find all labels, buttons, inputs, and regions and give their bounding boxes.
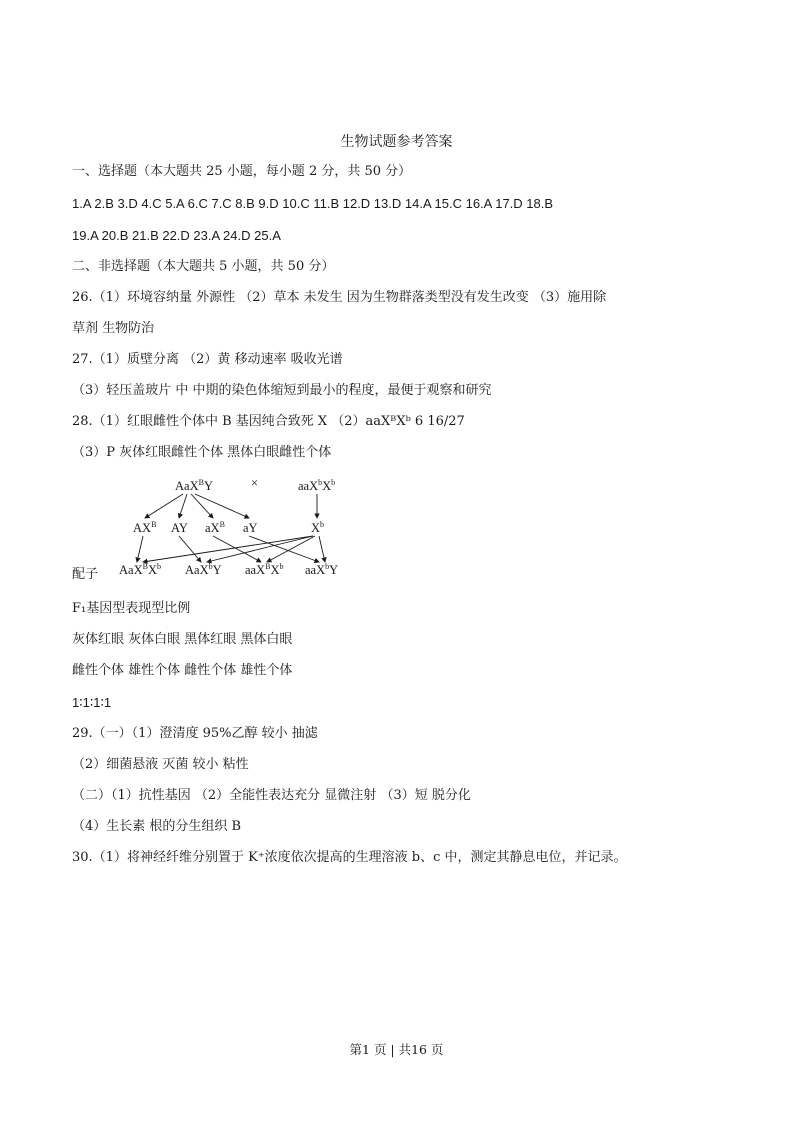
genetic-cross-diagram: [115, 474, 355, 584]
answers-row-2: 19.A 20.B 21.B 22.D 23.A 24.D 25.A: [72, 228, 281, 243]
offspring-1: $AaX^BX^b$: [119, 562, 161, 577]
parent-1-genotype: AaX$^B$Y: [175, 478, 213, 493]
page-title: 生物试题参考答案: [340, 134, 453, 150]
q29-line-4: （4）生长素 根的分生组织 B: [72, 819, 242, 834]
section1-heading: 一、选择题（本大题共 25 小题，每小题 2 分，共 50 分）: [72, 164, 412, 179]
q29-line-1: 29.（一）（1）澄清度 95%乙醇 较小 抽滤: [72, 726, 318, 741]
offspring-4: aaX$^b$Y: [305, 562, 339, 577]
answers-row-1: 1.A 2.B 3.D 4.C 5.A 6.C 7.C 8.B 9.D 10.C 11.B 12.D 13.D 14.A 15.C 16.A 17.D 18.B: [72, 196, 554, 211]
phenotypes-row-2: 雌性个体 雄性个体 雌性个体 雄性个体: [72, 663, 293, 678]
ratio: 1∶1∶1∶1: [72, 695, 112, 710]
q28-line-2: （3）P 灰体红眼雌性个体 黑体白眼雌性个体: [72, 445, 332, 460]
q29-line-2: （2）细菌悬液 灭菌 较小 粘性: [72, 757, 249, 772]
cross-arrows: [137, 494, 325, 562]
phenotypes-row-1: 灰体红眼 灰体白眼 黑体红眼 黑体白眼: [72, 632, 293, 647]
f1-label: F₁基因型表现型比例: [72, 601, 191, 616]
offspring-2: AaX$^b$Y: [185, 562, 222, 577]
gamete-5: $X^b$: [311, 520, 325, 535]
q26-line-1: 26.（1）环境容纳量 外源性 （2）草本 未发生 因为生物群落类型没有发生改变 （3）施用除: [72, 290, 607, 305]
gamete-4: aY: [243, 521, 258, 535]
offspring-3: $aaX^BX^b$: [245, 562, 284, 577]
gamete-2: AY: [171, 521, 188, 535]
q29-line-3: （二）（1）抗性基因 （2）全能性表达充分 显微注射 （3）短 脱分化: [72, 788, 471, 803]
q26-line-2: 草剂 生物防治: [72, 321, 155, 336]
gamete-label: 配子: [72, 567, 99, 582]
q27-line-1: 27.（1）质壁分离 （2）黄 移动速率 吸收光谱: [72, 352, 343, 367]
gamete-3: $aX^B$: [205, 520, 225, 535]
gamete-1: $AX^B$: [133, 520, 157, 535]
q30-line-1: 30.（1）将神经纤维分别置于 K⁺浓度依次提高的生理溶液 b、c 中，测定其静息电位，并记录。: [72, 850, 627, 865]
page-footer: 第1 页 | 共16 页: [349, 1042, 444, 1057]
section2-heading: 二、非选择题（本大题共 5 小题，共 50 分）: [72, 259, 335, 274]
q28-line-1: 28.（1）红眼雌性个体中 B 基因纯合致死 X （2）aaXᴮXᵇ 6 16/27: [72, 414, 465, 429]
parent-2-genotype: $aaX^bX^b$: [298, 478, 336, 493]
q27-line-2: （3）轻压盖玻片 中 中期的染色体缩短到最小的程度，最便于观察和研究: [72, 383, 492, 398]
cross-symbol: ×: [251, 476, 259, 490]
